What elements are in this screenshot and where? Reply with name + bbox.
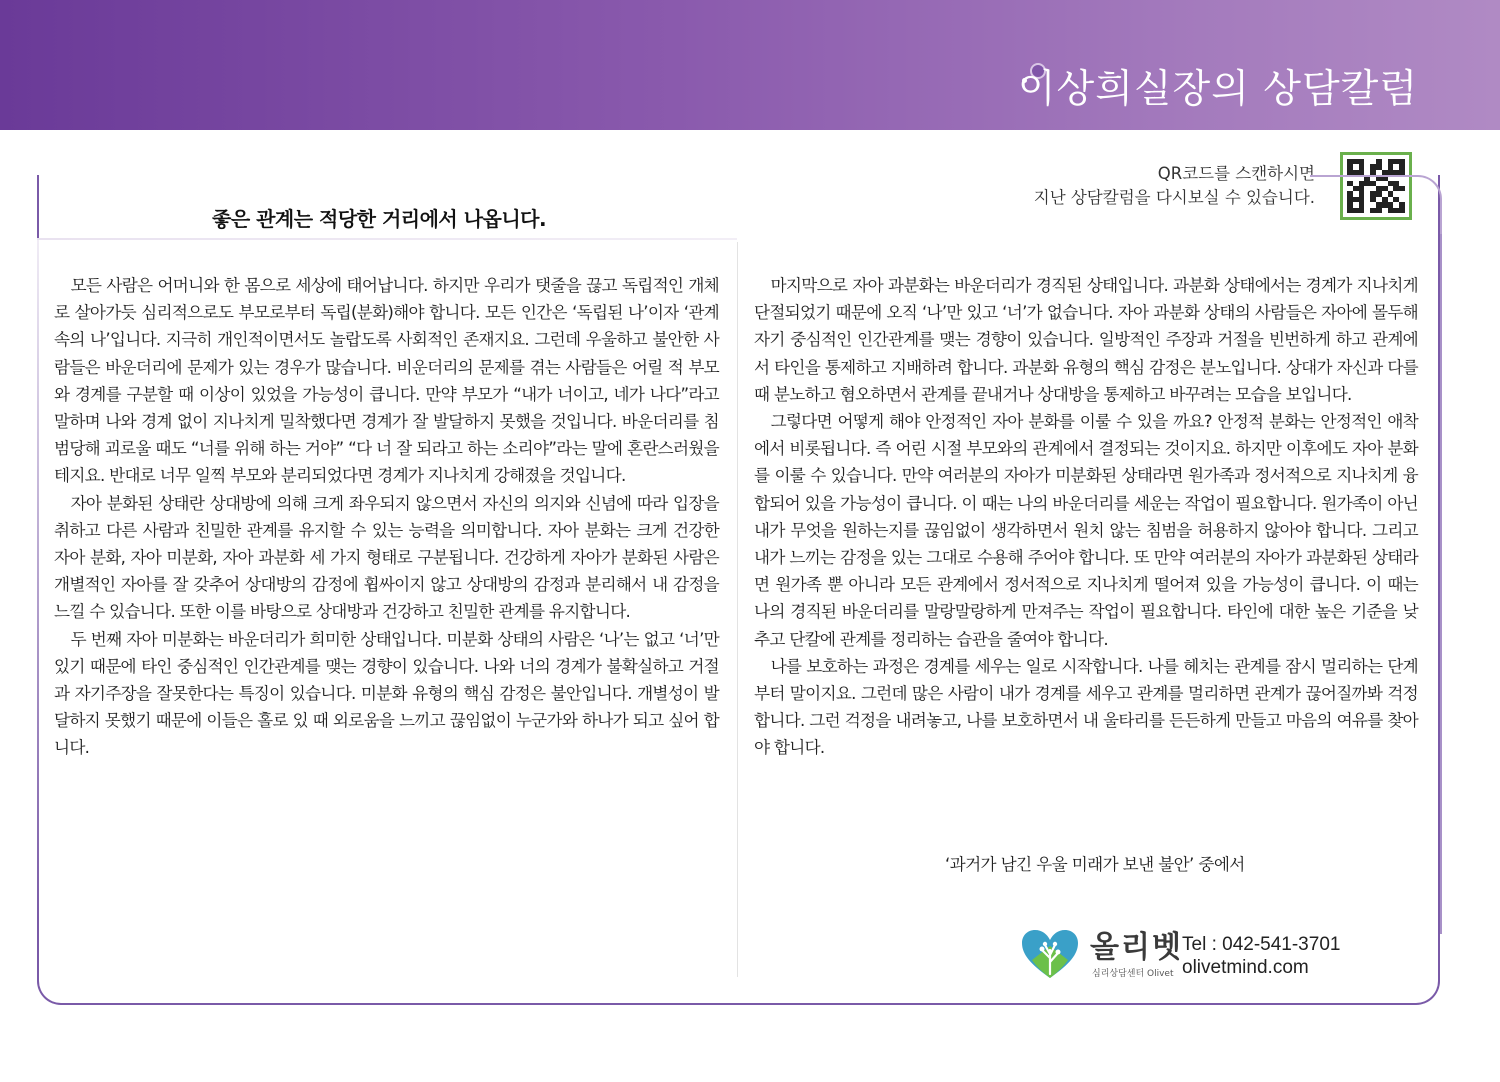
qr-caption-line2: 지난 상담칼럼을 다시보실 수 있습니다. [1033, 188, 1315, 207]
column-divider [737, 242, 738, 977]
header-banner [0, 0, 1500, 130]
paragraph: 자아 분화된 상태란 상대방에 의해 크게 좌우되지 않으면서 자신의 의지와 신념에 따라 입장을 취하고 다른 사람과 친밀한 관계를 유지할 수 있는 능력을 의미합니다. 자아 분화는 크게 건강한 자아 분화, 자아 미분화, 자아 과분화 세 가지 형태로 구분됩니다. 건강하게 자아가 분화된 사람은 개별적인 자아를 잘 갖추어 상대방의 감정에 휩싸이지 않고 상대방의 감정과 분리해서 내 감정을 느낄 수 있습니다. 또한 이를 바탕으로 상대방과 건강하고 친밀한 관계를 유지합니다. [54, 493, 719, 622]
contact-info [1182, 933, 1340, 979]
frame-corner [1310, 175, 1442, 235]
article-source: ‘과거가 남긴 우울 미래가 보낸 불안’ 중에서 [945, 855, 1245, 874]
article-column-right [754, 272, 1418, 762]
olivet-logo-icon [1020, 928, 1080, 980]
logo-subtitle: 심리상담센터 Olivet [1092, 969, 1174, 979]
paragraph: 나를 보호하는 과정은 경계를 세우는 일로 시작합니다. 나를 헤치는 관계를 잠시 멀리하는 단계부터 말이지요. 그런데 많은 사람이 내가 경계를 세우고 관계를 멀리하면 관계가 끊어질까봐 걱정합니다. 그런 걱정을 내려놓고, 나를 보호하면서 내 울타리를 든든하게 만들고 마음의 여유를 찾아야 합니다. [754, 656, 1418, 758]
frame-top-line [37, 238, 737, 240]
paragraph: 마지막으로 자아 과분화는 바운더리가 경직된 상태입니다. 과분화 상태에서는 경계가 지나치게 단절되었기 때문에 오직 ‘나’만 있고 ‘너’가 없습니다. 자아 과분화 상태의 사람들은 자아에 몰두해 자기 중심적인 인간관계를 맺는 경향이 있습니다. 일방적인 주장과 거절을 빈번하게 하고 관계에서 타인을 통제하고 지배하려 합니다. 과분화 유형의 핵심 감정은 분노입니다. 상대가 자신과 다를 때 분노하고 혐오하면서 관계를 끝내거나 상대방을 통제하고 바꾸려는 모습을 보입니다. [754, 276, 1418, 404]
contact-website[interactable]: olivetmind.com [1182, 957, 1309, 978]
page-title: 이상희실장의 상담칼럼 [1017, 67, 1418, 112]
frame-left-line [37, 240, 39, 920]
paragraph: 두 번째 자아 미분화는 바운더리가 희미한 상태입니다. 미분화 상태의 사람은 ‘나’는 없고 ‘너’만 있기 때문에 타인 중심적인 인간관계를 맺는 경향이 있습니다. 나와 너의 경계가 불확실하고 거절과 자기주장을 잘못한다는 특징이 있습니다. 미분화 유형의 핵심 감정은 불안입니다. 개별성이 발달하지 못했기 때문에 이들은 홀로 있 때 외로움을 느끼고 끊임없이 누군가와 하나가 되고 싶어 합니다. [54, 629, 719, 758]
paragraph: 모든 사람은 어머니와 한 몸으로 세상에 태어납니다. 하지만 우리가 탯줄을 끊고 독립적인 개체로 살아가듯 심리적으로도 부모로부터 독립(분화)해야 합니다. 모든 인간은 ‘독립된 나’이자 ‘관계 속의 나’입니다. 지극히 개인적이면서도 놀랍도록 사회적인 존재지요. 그런데 우울하고 불안한 사람들은 바운더리에 문제가 있는 경우가 많습니다. 비운더리의 문제를 겪는 사람들은 어릴 적 부모와 경계를 구분할 때 이상이 있었을 가능성이 큽니다. 만약 부모가 “내가 너이고, 네가 나다”라고 말하며 나와 경계 없이 지나치게 밀착했다면 경계가 잘 발달하지 못했을 것입니다. 바운더리를 침범당해 괴로울 때도 “너를 위해 하는 거야” “다 너 잘 되라고 하는 소리야”라는 말에 혼란스러웠을 테지요. 반대로 너무 일찍 부모와 분리되었다면 경계가 지나치게 강해졌을 것입니다. [54, 276, 719, 486]
article-column-left [54, 272, 719, 762]
contact-tel: Tel : 042-541-3701 [1182, 934, 1341, 955]
article-headline: 좋은 관계는 적당한 거리에서 나옵니다. [212, 207, 547, 231]
frame-right-line [1440, 234, 1442, 934]
paragraph: 그렇다면 어떻게 해야 안정적인 자아 분화를 이룰 수 있을 까요? 안정적 분화는 안정적인 애착에서 비롯됩니다. 즉 어린 시절 부모와의 관계에서 결정되는 것이지요. 하지만 이후에도 자아 분화를 이룰 수 있습니다. 만약 여러분의 자아가 미분화된 상태라면 원가족과 정서적으로 지나치게 융합되어 있을 가능성이 큽니다. 이 때는 나의 바운더리를 세운는 작업이 필요합니다. 원가족이 아닌 내가 무엇을 원하는지를 끊임없이 생각하면서 원치 않는 침범을 허용하지 않아야 합니다. 그리고 내가 느끼는 감정을 있는 그대로 수용해 주어야 합니다. 또 만약 여러분의 자아가 과분화된 상태라면 원가족 뿐 아니라 모든 관계에서 정서적으로 지나치게 떨어져 있을 가능성이 큽니다. 이 때는 나의 경직된 바운더리를 말랑말랑하게 만져주는 작업이 필요합니다. 타인에 대한 높은 기준을 낮추고 단칼에 관계를 정리하는 습관을 줄여야 합니다. [754, 412, 1418, 649]
logo-name: 올리벳 [1090, 930, 1183, 965]
qr-caption-line1: QR코드를 스캔하시면 [1157, 164, 1315, 183]
